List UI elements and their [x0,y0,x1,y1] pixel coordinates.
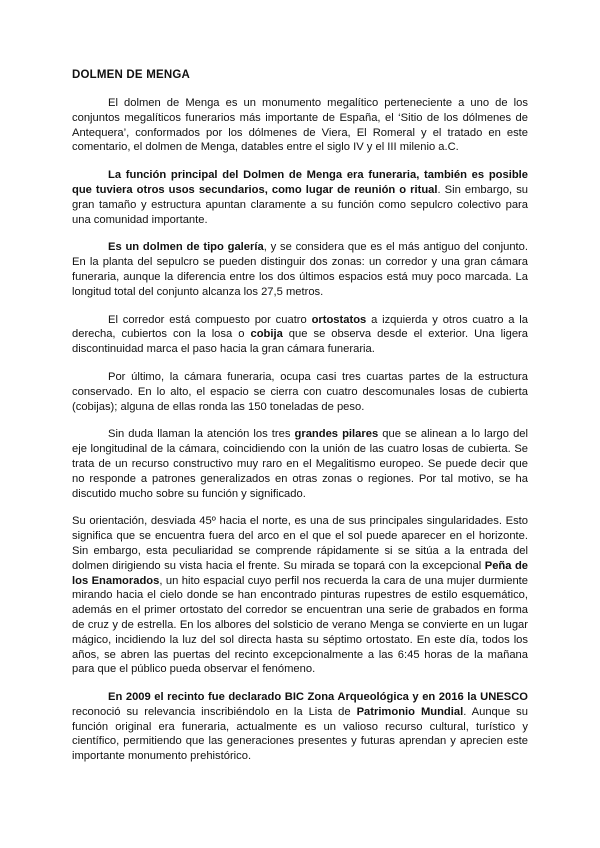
paragraph-text: Sin duda llaman la atención los tres [108,428,295,441]
paragraph-text: Su orientación, desviada 45º hacia el norte, es una de sus principales singularidades. Esto significa que se encuentra fuera del arco en el que el sol puede aparecer en el horizonte. Sin embargo, esta peculiaridad se comprende rápidamente si se sitúa a la entrada del dolmen dirigiendo su vista hacia el frente. Su mirada se topará con la excepcional [72,515,528,572]
paragraph-text: . Aunque su función original era funeraria, actualmente es un valioso recurso cultural, turístico y científico, permitiendo que las generaciones presentes y futuras aprendan y aprecien este importante monumento prehistórico. [72,705,528,763]
paragraph-type [72,240,528,299]
paragraph-pillars [72,427,528,501]
bold-text: La función principal del Dolmen de Menga era funeraria, también es posible que tuviera otros usos secundarios, como lugar de reunión o ritual [72,169,528,196]
document-title: DOLMEN DE MENGA [72,69,190,81]
paragraph-function [72,168,528,227]
bold-text: grandes pilares [294,428,379,441]
bold-text: En 2009 el recinto fue declarado BIC Zona Arqueológica y en 2016 la UNESCO [108,691,528,704]
paragraph-text: El dolmen de Menga es un monumento megalítico perteneciente a uno de los conjuntos megalíticos funerarios más importante de España, el ‘Sitio de los dólmenes de Antequera’, conformados por los dólmenes de Viera, El Romeral y el tratado en este comentario, el dolmen de Menga, datables entre el siglo IV y el III milenio a.C. [72,97,528,154]
paragraph-intro [72,96,528,155]
paragraph-text: que se alinean a lo largo del eje longitudinal de la cámara, coincidiendo con la unión de las cuatro losas de cubierta. Se trata de un recurso constructivo muy raro en el Megalitismo europeo. Se puede decir que no responde a patrones generalizados en otras zonas o regiones. Por tal motivo, se ha discutido mucho sobre su función y significado. [72,428,528,500]
paragraph-text: a izquierda y otros cuatro a la derecha, cubiertos con la losa o [72,313,528,341]
bold-text: Patrimonio Mundial [356,705,464,718]
bold-text: cobija [250,328,283,341]
paragraph-orientation [72,514,528,677]
paragraph-corridor [72,313,528,357]
paragraph-text: reconoció su relevancia inscribiéndolo en la Lista de [72,705,357,718]
bold-text: Peña de los Enamorados [72,559,528,587]
bold-text: Es un dolmen de tipo galería [108,241,264,254]
paragraph-text: . Sin embargo, su gran tamaño y estructura apuntan claramente a su función como sepulcro colectivo para una comunidad importante. [72,183,529,226]
paragraph-text: El corredor está compuesto por cuatro [108,313,312,326]
paragraph-text: Por último, la cámara funeraria, ocupa casi tres cuartas partes de la estructura conservado. En lo alto, el espacio se cierra con cuatro descomunales losas de cubierta (cobijas); alguna de ellas ronda las 150 toneladas de peso. [72,370,528,413]
paragraph-heritage [72,690,528,764]
paragraph-text: , un hito espacial cuyo perfil nos recuerda la cara de una mujer durmiente mirando hacia el cielo donde se han encontrado pinturas rupestres de estilo esquemático, además en el primer ortostato del corredor se encuentran una serie de grabados en forma de cruz y de estrella. En los albores del solsticio de verano Menga se convierte en un lugar mágico, incidiendo la luz del sol directa hasta su séptimo ortostato. En este día, todos los años, se abren las puertas del recinto excepcionalmente a las 6:45 horas de la mañana para que el público pueda observar el fenómeno. [72,574,529,676]
bold-text: ortostatos [311,313,367,326]
paragraph-chamber [72,370,528,414]
paragraph-text: , y se considera que es el más antiguo del conjunto. En la planta del sepulcro se pueden distinguir dos zonas: un corredor y una gran cámara funeraria, aunque la diferencia entre los dos últimos espacios está muy poco marcada. La longitud total del conjunto alcanza los 27,5 metros. [72,241,528,298]
paragraph-text: que se observa desde el exterior. Una ligera discontinuidad marca el paso hacia la gran cámara funeraria. [72,328,528,356]
